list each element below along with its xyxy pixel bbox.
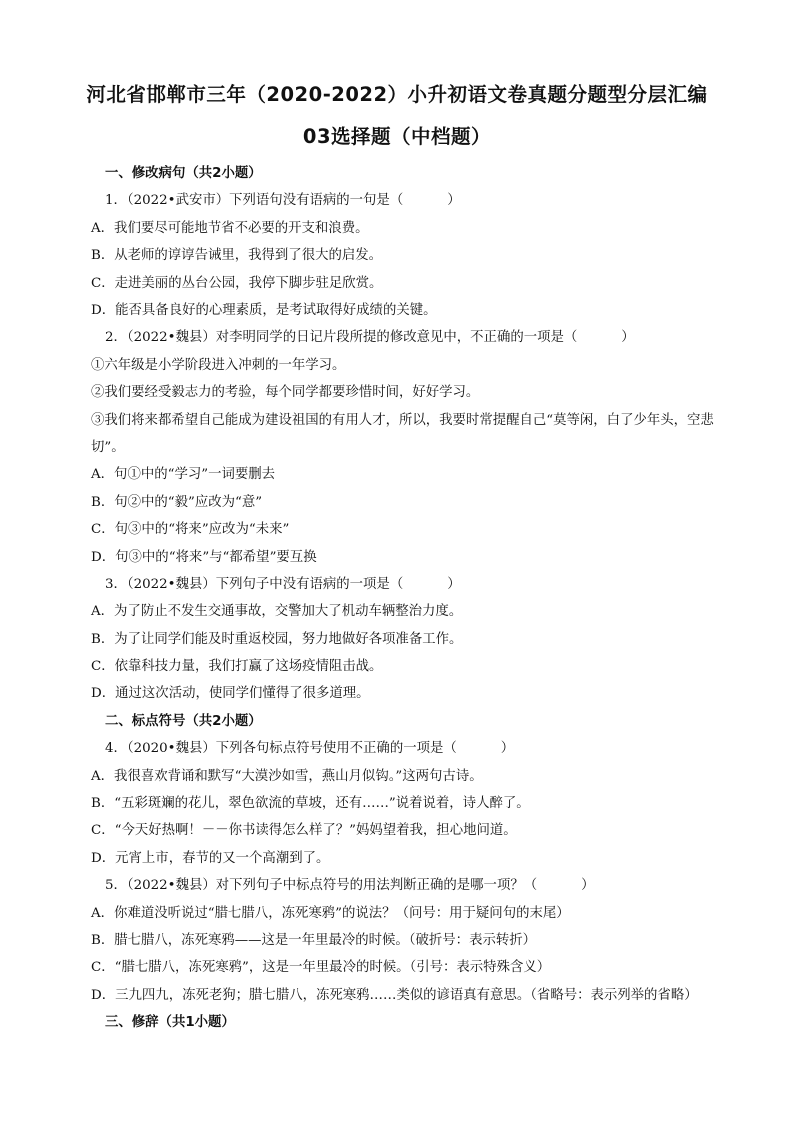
option-2c: C．句③中的“将来”应改为“未来” [91, 522, 290, 538]
document-subtitle: 03选择题（中档题） [302, 125, 492, 148]
question-stem-3: 3．（2022•魏县）下列句子中没有语病的一项是（ ） [105, 576, 461, 592]
section-heading-1: 一、修改病句（共2小题） [105, 166, 262, 181]
option-4d: D．元宵上市，春节的又一个高潮到了。 [91, 850, 330, 866]
question-stem-4: 4．（2020•魏县）下列各句标点符号使用不正确的一项是（ ） [105, 741, 515, 757]
option-5a: A．你难道没听说过“腊七腊八，冻死寒鸦”的说法？（问号：用于疑问句的末尾） [91, 905, 570, 921]
option-3d: D．通过这次活动，使同学们懂得了很多道理。 [91, 686, 370, 702]
question-content [91, 160, 719, 1037]
option-4c: C．“今天好热啊！－－你书读得怎么样了？”妈妈望着我，担心地问道。 [91, 823, 517, 839]
option-2b: B．句②中的“毅”应改为“意” [91, 494, 263, 510]
option-1c: C．走进美丽的丛台公园，我停下脚步驻足欣赏。 [91, 275, 383, 291]
option-3b: B．为了让同学们能及时重返校园，努力地做好各项准备工作。 [91, 631, 463, 647]
option-1d: D．能否具备良好的心理素质，是考试取得好成绩的关键。 [91, 302, 437, 318]
option-3a: A．为了防止不发生交通事故，交警加大了机动车辆整治力度。 [91, 604, 463, 620]
option-3c: C．依靠科技力量，我们打赢了这场疫情阻击战。 [91, 659, 383, 675]
option-2a: A．句①中的“学习”一词要删去 [91, 467, 276, 483]
option-4b: B．“五彩斑斓的花儿，翠色欲流的草坡，还有……”说着说着，诗人醉了。 [91, 796, 530, 812]
sentence-2-3: ③我们将来都希望自己能成为建设祖国的有用人才，所以，我要时常提醒自己“莫等闲，白了少年头，空悲切”。 [91, 412, 714, 455]
section-heading-2: 二、标点符号（共2小题） [105, 713, 262, 729]
option-2d: D．句③中的“将来”与“都希望”要互换 [91, 549, 317, 565]
document-title: 河北省邯郸市三年（2020-2022）小升初语文卷真题分题型分层汇编 [86, 83, 708, 106]
sentence-2-1: ①六年级是小学阶段进入冲刺的一年学习。 [91, 357, 346, 373]
question-stem-5: 5．（2022•魏县）对下列句子中标点符号的用法判断正确的是哪一项？（ ） [105, 878, 595, 894]
option-5d: D．三九四九，冻死老狗；腊七腊八，冻死寒鸦……类似的谚语真有意思。（省略号：表示列举的省略） [91, 987, 698, 1003]
question-stem-2: 2．（2022•魏县）对李明同学的日记片段所提的修改意见中，不正确的一项是（ ） [105, 330, 635, 346]
option-4a: A．我很喜欢背诵和默写“大漠沙如雪，燕山月似钩。”这两句古诗。 [91, 768, 483, 784]
option-5b: B．腊七腊八，冻死寒鸦——这是一年里最冷的时候。（破折号：表示转折） [91, 932, 537, 948]
option-1a: A．我们要尽可能地节省不必要的开支和浪费。 [91, 220, 369, 236]
question-stem-1: 1．（2022•武安市）下列语句没有语病的一句是（ ） [105, 193, 461, 209]
sentence-2-2: ②我们要经受毅志力的考验，每个同学都要珍惜时间，好好学习。 [91, 385, 480, 401]
option-5c: C．“腊七腊八，冻死寒鸦”，这是一年里最冷的时候。（引号：表示特殊含义） [91, 960, 551, 976]
section-heading-3: 三、修辞（共1小题） [105, 1015, 235, 1031]
option-1b: B．从老师的谆谆告诫里，我得到了很大的启发。 [91, 248, 383, 264]
